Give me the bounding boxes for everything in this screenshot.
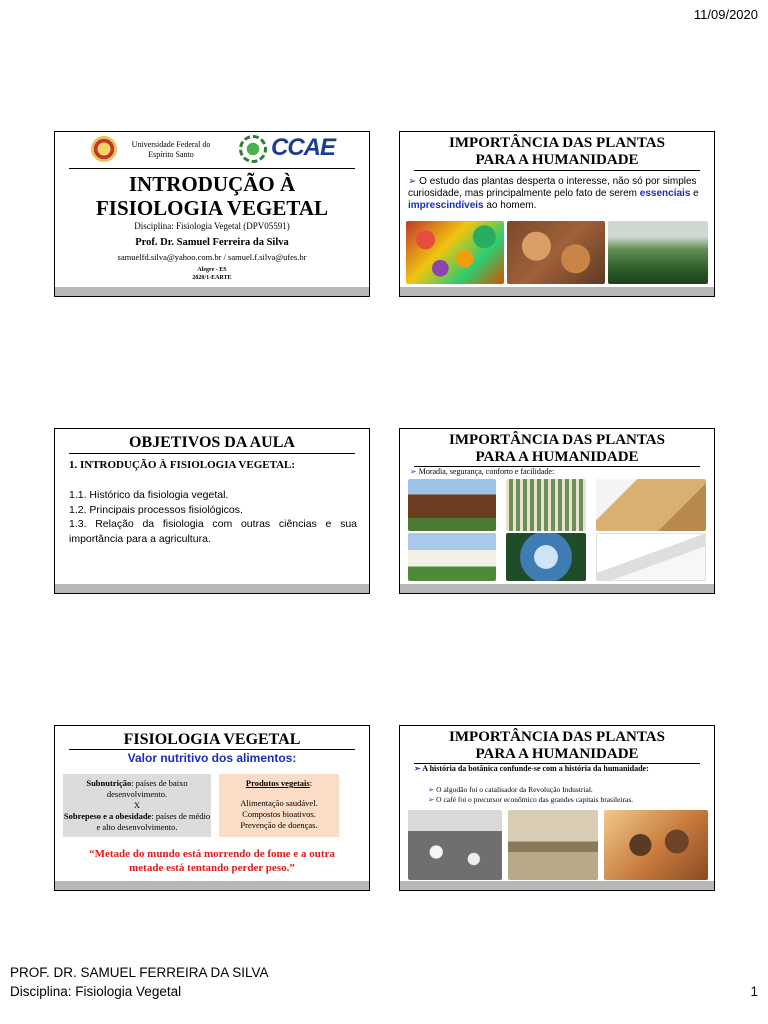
subitem <box>428 795 706 805</box>
forest-canopy-photo <box>506 533 586 581</box>
cotton-harvest-photo <box>408 810 502 880</box>
discipline: Disciplina: Fisiologia Vegetal (DPV05591) <box>134 221 290 231</box>
slide-4 <box>399 428 715 594</box>
objective-item: 1.2. Principais processos fisiológicos. <box>69 503 243 516</box>
keyword-subnutricao: Subnutrição <box>86 778 132 788</box>
arrow-bullet-icon: ➢ <box>428 795 435 804</box>
text-part: ao homem. <box>483 200 537 211</box>
mansion-photo <box>408 533 496 581</box>
seeds-hands-photo <box>507 221 605 284</box>
title-line-1: IMPORTÂNCIA DAS PLANTAS <box>449 432 665 448</box>
wooden-house-photo <box>408 479 496 531</box>
text-part: O estudo das plantas desperta o interesse, não só por simples curiosidade, mas principalmente pelo fato de serem <box>408 176 697 199</box>
coffee-farm-photo <box>508 810 598 880</box>
product-item: Compostos bioativos. <box>242 809 316 819</box>
wood-planks-photo <box>596 479 706 531</box>
slide3-title: OBJETIVOS DA AULA <box>129 434 295 451</box>
slide-footer-bar <box>55 287 369 296</box>
professor: Prof. Dr. Samuel Ferreira da Silva <box>135 237 289 248</box>
place: Alegre - ES <box>197 267 227 273</box>
slide-footer-bar <box>55 881 369 890</box>
keyword-imprescindiveis: imprescindíveis <box>408 200 484 211</box>
arrow-bullet-icon: ➢ <box>408 176 417 187</box>
term: 2020/1-EARTE <box>192 275 232 281</box>
slide2-title <box>400 135 714 169</box>
slide-3 <box>54 428 370 594</box>
objective-item: 1.3. Relação da fisiologia com outras ciências e sua importância para a agricultura. <box>69 518 357 545</box>
slide-footer-bar <box>400 287 714 296</box>
text-part: e <box>690 188 699 199</box>
vegetables-photo <box>406 221 504 284</box>
slide-footer-bar <box>400 881 714 890</box>
page-number: 1 <box>750 984 758 999</box>
subitem-text: O algodão foi o catalisador da Revolução Industrial. <box>436 785 593 794</box>
university-name: Universidade Federal do Espírito Santo <box>131 140 211 159</box>
slide3-subtitle: 1. INTRODUÇÃO À FISIOLOGIA VEGETAL: <box>69 459 296 471</box>
slide6-title <box>400 729 714 763</box>
slide-2 <box>399 131 715 297</box>
ccae-gear-logo <box>239 135 267 163</box>
undernutrition-box <box>63 774 211 837</box>
box-text: : países de baixo desenvolvimento. <box>106 778 188 799</box>
title-line-1: IMPORTÂNCIA DAS PLANTAS <box>449 135 665 151</box>
slide-footer-bar <box>55 584 369 593</box>
slide6-bullet <box>414 764 700 773</box>
university-seal <box>91 136 117 162</box>
coffee-workers-painting-photo <box>604 810 708 880</box>
slide6-subitems <box>428 785 706 805</box>
footer-discipline: Disciplina: Fisiologia Vegetal <box>10 984 182 999</box>
title-line-2: FISIOLOGIA VEGETAL <box>95 196 329 220</box>
bullet-text: A história da botânica confunde-se com a história da humanidade: <box>422 764 649 773</box>
slide-5 <box>54 725 370 891</box>
eucalyptus-logs-photo <box>506 479 586 531</box>
footer-professor: PROF. DR. SAMUEL FERREIRA DA SILVA <box>10 965 269 980</box>
subitem <box>428 785 706 795</box>
versus-mark: X <box>133 800 141 810</box>
slide1-title <box>55 172 369 220</box>
objectives-list <box>69 488 357 546</box>
title-line-1: IMPORTÂNCIA DAS PLANTAS <box>449 729 665 745</box>
slide-6 <box>399 725 715 891</box>
plant-products-title: Produtos vegetais <box>245 778 310 788</box>
title-line-2: PARA A HUMANIDADE <box>475 449 639 465</box>
arrow-bullet-icon: ➢ <box>414 764 421 773</box>
slide2-text <box>408 176 708 212</box>
slide5-subtitle: Valor nutritivo dos alimentos: <box>127 751 297 765</box>
keyword-sobrepeso: Sobrepeso e a obesidade <box>63 811 152 821</box>
box-text: : <box>309 778 313 788</box>
bullet-text: Moradia, segurança, conforto e facilidade: <box>418 467 555 476</box>
arrow-bullet-icon: ➢ <box>428 785 435 794</box>
title-line-2: PARA A HUMANIDADE <box>475 746 639 762</box>
box-text: : países de médio e alto desenvolvimento. <box>96 811 211 832</box>
slide4-bullet <box>410 467 554 476</box>
subitem-text: O café foi o precursor econômico das grandes capitais brasileiras. <box>436 795 634 804</box>
slide-footer-bar <box>400 584 714 593</box>
print-date: 11/09/2020 <box>693 7 758 22</box>
ccae-logo-text: CCAE <box>271 134 336 161</box>
title-line-2: PARA A HUMANIDADE <box>475 152 639 168</box>
slide5-title: FISIOLOGIA VEGETAL <box>123 731 301 748</box>
keyword-essenciais: essenciais <box>639 188 691 199</box>
forest-photo <box>608 221 708 284</box>
paper-stack-photo <box>596 533 706 581</box>
product-item: Alimentação saudável. <box>240 798 318 808</box>
title-line-1: INTRODUÇÃO À <box>128 172 296 196</box>
hunger-quote: “Metade do mundo está morrendo de fome e a outra metade está tentando perder peso.” <box>89 848 335 874</box>
product-item: Prevenção de doenças. <box>240 820 318 830</box>
arrow-bullet-icon: ➢ <box>410 467 417 476</box>
slide4-title <box>400 432 714 466</box>
slide-1 <box>54 131 370 297</box>
plant-products-box <box>219 774 339 837</box>
emails: samuelfd.silva@yahoo.com.br / samuel.f.silva@ufes.br <box>117 252 307 262</box>
objective-item: 1.1. Histórico da fisiologia vegetal. <box>69 489 229 501</box>
